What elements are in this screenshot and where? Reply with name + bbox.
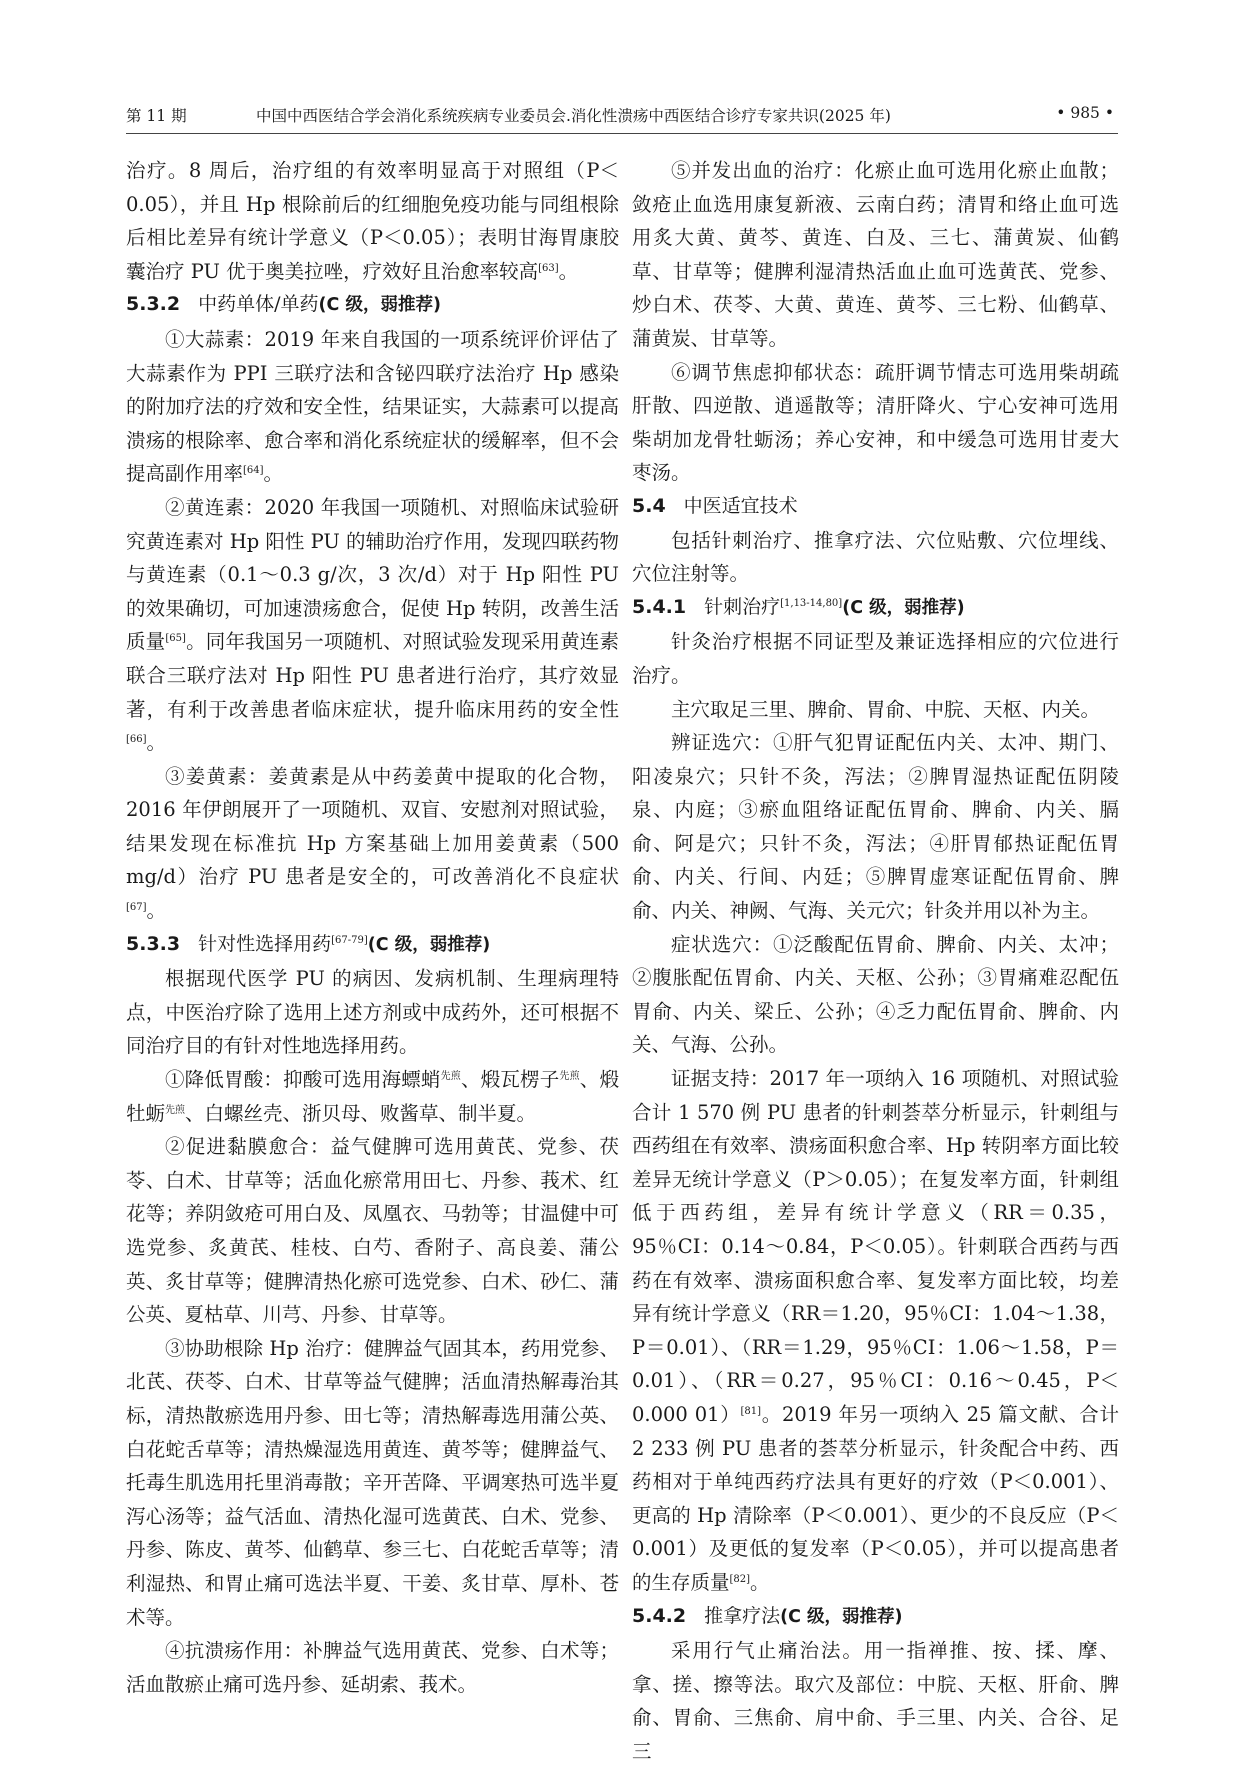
paragraph: 主穴取足三里、脾俞、胃俞、中脘、天枢、内关。 bbox=[671, 697, 1101, 721]
paragraph: ④抗溃疡作用：补脾益气选用黄芪、党参、白术等；活血散瘀止痛可选丹参、延胡索、莪术。 bbox=[126, 1639, 619, 1696]
section-heading: 5.4.1 针刺治疗[1,13-14,80](C 级，弱推荐) bbox=[632, 595, 965, 618]
citation: [1,13-14,80] bbox=[780, 597, 843, 609]
paragraph: 包括针刺治疗、推拿疗法、穴位贴敷、穴位埋线、穴位注射等。 bbox=[632, 528, 1119, 586]
section-heading: 5.3.2 中药单体/单药(C 级，弱推荐) bbox=[126, 293, 441, 316]
paragraph: 采用行气止痛治法。用一指禅推、按、揉、摩、拿、搓、擦等法。取穴及部位：中脘、天枢、肝俞、脾俞、胃俞、三焦俞、肩中俞、手三里、内关、合谷、足三 bbox=[632, 1639, 1119, 1763]
citation: [66] bbox=[126, 734, 147, 746]
paragraph: ③姜黄素：姜黄素是从中药姜黄中提取的化合物，2016 年伊朗展开了一项随机、双盲、安慰剂对照试验，结果发现在标准抗 Hp 方案基础上加用姜黄素（500 mg/d）治疗 PU 患者是安全的，可改善消化不良症状[67]。 bbox=[126, 764, 619, 923]
paragraph: ②促进黏膜愈合：益气健脾可选用黄芪、党参、茯苓、白术、甘草等；活血化瘀常用田七、丹参、莪术、红花等；养阴敛疮可用白及、凤凰衣、马勃等；甘温健中可选党参、炙黄芪、桂枝、白芍、香附子、高良姜、蒲公英、炙甘草等；健脾清热化瘀可选党参、白术、砂仁、蒲公英、夏枯草、川芎、丹参、甘草等。 bbox=[126, 1135, 619, 1327]
citation: [64] bbox=[243, 465, 264, 477]
paragraph: 证据支持：2017 年一项纳入 16 项随机、对照试验合计 1 570 例 PU 患者的针刺荟萃分析显示，针刺组与西药组在有效率、溃疡面积愈合率、Hp 转阴率方面比较差异无统计学意义（P＞0.05）；在复发率方面，针刺组低于西药组，差异有统计学意义（RR＝0.35，95％CI：0.14～0.84，P＜0.05）。针刺联合西药与西药在有效率、溃疡面积愈合率、复发率方面比较，均差异有统计学意义（RR＝1.20，95％CI：1.04～1.38，P＝0.01）、（RR＝1.29，95％CI：1.06～1.58，P＝0.01）、（RR＝0.27，95％CI：0.16～0.45，P＜0.000 01）[81]。2019 年另一项纳入 25 篇文献、合计 2 233 例 PU 患者的荟萃分析显示，针灸配合中药、西药相对于单纯西药疗法具有更好的疗效（P＜0.001）、更高的 Hp 清除率（P＜0.001）、更少的不良反应（P＜0.001）及更低的复发率（P＜0.05），并可以提高患者的生存质量[82]。 bbox=[632, 1067, 1119, 1594]
paragraph: 症状选穴：①泛酸配伍胃俞、脾俞、内关、太冲；②腹胀配伍胃俞、内关、天枢、公孙；③胃痛难忍配伍胃俞、内关、梁丘、公孙；④乏力配伍胃俞、脾俞、内关、气海、公孙。 bbox=[632, 932, 1119, 1057]
section-heading: 5.4 中医适宜技术 bbox=[632, 494, 798, 517]
paragraph: ⑥调节焦虑抑郁状态：疏肝调节情志可选用柴胡疏肝散、四逆散、逍遥散等；清肝降火、宁心安神可选用柴胡加龙骨牡蛎汤；养心安神，和中缓急可选用甘麦大枣汤。 bbox=[632, 360, 1119, 485]
paragraph: 根据现代医学 PU 的病因、发病机制、生理病理特点，中医治疗除了选用上述方剂或中成药外，还可根据不同治疗目的有针对性地选择用药。 bbox=[126, 967, 619, 1058]
section-heading: 5.4.2 推拿疗法(C 级，弱推荐) bbox=[632, 1604, 903, 1627]
citation: [63] bbox=[538, 262, 559, 274]
right-column bbox=[632, 154, 1119, 1769]
running-title: 中国中西医结合学会消化系统疾病专业委员会.消化性溃疡中西医结合诊疗专家共识(2025 年) bbox=[256, 107, 891, 125]
running-header bbox=[126, 104, 1118, 134]
paragraph: ⑤并发出血的治疗：化瘀止血可选用化瘀止血散；敛疮止血选用康复新液、云南白药；清胃和络止血可选用炙大黄、黄芩、黄连、白及、三七、蒲黄炭、仙鹤草、甘草等；健脾利湿清热活血止血可选黄芪、党参、炒白术、茯苓、大黄、黄连、黄芩、三七粉、仙鹤草、蒲黄炭、甘草等。 bbox=[632, 159, 1119, 350]
citation: [82] bbox=[729, 1573, 751, 1585]
page-number: • 985 • bbox=[1056, 104, 1114, 122]
citation: [81] bbox=[740, 1405, 762, 1417]
left-column bbox=[126, 154, 619, 1701]
citation: [65] bbox=[165, 633, 186, 645]
paragraph: 辨证选穴：①肝气犯胃证配伍内关、太冲、期门、阳凌泉穴；只针不灸，泻法；②脾胃湿热证配伍阴陵泉、内庭；③瘀血阻络证配伍胃俞、脾俞、内关、膈俞、阿是穴；只针不灸，泻法；④肝胃郁热证配伍胃俞、内关、行间、内廷；⑤脾胃虚寒证配伍胃俞、脾俞、内关、神阙、气海、关元穴；针灸并用以补为主。 bbox=[632, 731, 1119, 923]
paragraph: 治疗。8 周后，治疗组的有效率明显高于对照组（P＜0.05），并且 Hp 根除前后的红细胞免疫功能与同组根除后相比差异有统计学意义（P＜0.05）；表明甘海胃康胶囊治疗 PU 优于奥美拉唑，疗效好且治愈率较高[63]。 bbox=[126, 159, 619, 283]
citation: [67] bbox=[126, 902, 147, 914]
paragraph: 针灸治疗根据不同证型及兼证选择相应的穴位进行治疗。 bbox=[632, 630, 1119, 687]
section-heading: 5.3.3 针对性选择用药[67-79](C 级，弱推荐) bbox=[126, 932, 491, 955]
paragraph: ①降低胃酸：抑酸可选用海螵蛸$^{先煎}$、煅瓦楞子$^{先煎}$、煅牡蛎$^{先煎}$、白螺丝壳、浙贝母、败酱草、制半夏。 bbox=[126, 1068, 619, 1125]
issue-number: 第 11 期 bbox=[126, 107, 187, 125]
paragraph: ③协助根除 Hp 治疗：健脾益气固其本，药用党参、北芪、茯苓、白术、甘草等益气健脾；活血清热解毒治其标，清热散瘀选用丹参、田七等；清热解毒选用蒲公英、白花蛇舌草等；清热燥湿选用黄连、黄芩等；健脾益气、托毒生肌选用托里消毒散；辛开苦降、平调寒热可选半夏泻心汤等；益气活血、清热化湿可选黄芪、白术、党参、丹参、陈皮、黄芩、仙鹤草、参三七、白花蛇舌草等；清利湿热、和胃止痛可选法半夏、干姜、炙甘草、厚朴、苍术等。 bbox=[126, 1336, 619, 1629]
paragraph: ①大蒜素：2019 年来自我国的一项系统评价评估了大蒜素作为 PPI 三联疗法和含铋四联疗法治疗 Hp 感染的附加疗法的疗效和安全性，结果证实，大蒜素可以提高溃疡的根除率、愈合率和消化系统症状的缓解率，但不会提高副作用率[64]。 bbox=[126, 327, 619, 486]
paragraph: ②黄连素：2020 年我国一项随机、对照临床试验研究黄连素对 Hp 阳性 PU 的辅助治疗作用，发现四联药物与黄连素（0.1～0.3 g/次，3 次/d）对于 Hp 阳性 PU 的效果确切，可加速溃疡愈合，促使 Hp 转阴，改善生活质量[65]。同年我国另一项随机、对照试验发现采用黄连素联合三联疗法对 Hp 阳性 PU 患者进行治疗，其疗效显著，有利于改善患者临床症状，提升临床用药的安全性[66]。 bbox=[126, 495, 619, 755]
citation: [67-79] bbox=[331, 934, 368, 946]
